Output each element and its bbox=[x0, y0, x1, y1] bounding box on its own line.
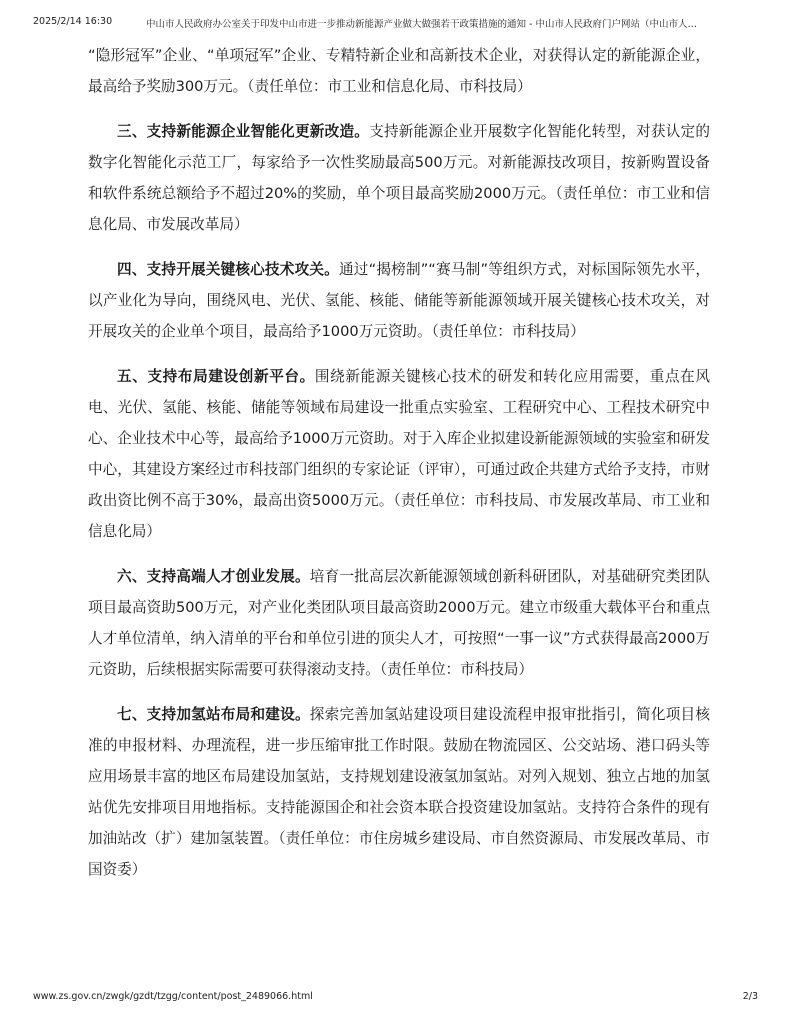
document-body bbox=[88, 40, 710, 885]
page-number: 2/3 bbox=[742, 991, 758, 1002]
section-heading: 五、支持布局建设创新平台。 bbox=[117, 368, 315, 385]
paragraph-section-6 bbox=[88, 561, 710, 685]
paragraph-body: 探索完善加氢站建设项目建设流程申报审批指引，简化项目核准的申报材料、办理流程，进一步压缩审批工作时限。鼓励在物流园区、公交站场、港口码头等应用场景丰富的地区布局建设加氢站，支持规划建设液氢加氢站。对列入规划、独立占地的加氢站优先安排项目用地指标。支持能源国企和社会资本联合投资建设加氢站。支持符合条件的现有加油站改（扩）建加氢装置。（责任单位：市住房城乡建设局、市自然资源局、市发展改革局、市国资委） bbox=[88, 706, 710, 878]
page-title: 中山市人民政府办公室关于印发中山市进一步推动新能源产业做大做强若干政策措施的通知 - 中山市人民政府门户网站（中山市人… bbox=[146, 19, 697, 30]
paragraph-section-4 bbox=[88, 254, 710, 347]
paragraph-body: 支持新能源企业开展数字化智能化转型，对获认定的数字化智能化示范工厂，每家给予一次性奖励最高500万元。对新能源技改项目，按新购置设备和软件系统总额给予不超过20%的奖励，单个项目最高奖励2000万元。（责任单位：市工业和信息化局、市发展改革局） bbox=[88, 123, 710, 233]
paragraph-body: 培育一批高层次新能源领域创新科研团队，对基础研究类团队项目最高资助500万元，对产业化类团队项目最高资助2000万元。建立市级重大载体平台和重点人才单位清单，纳入清单的平台和单位引进的顶尖人才，可按照“一事一议”方式获得最高2000万元资助，后续根据实际需要可获得滚动支持。（责任单位：市科技局） bbox=[88, 568, 710, 678]
paragraph-body: 围绕新能源关键核心技术的研发和转化应用需要，重点在风电、光伏、氢能、核能、储能等领域布局建设一批重点实验室、工程研究中心、工程技术研究中心、企业技术中心等，最高给予1000万元资助。对于入库企业拟建设新能源领域的实验室和研发中心，其建设方案经过市科技部门组织的专家论证（评审），可通过政企共建方式给予支持，市财政出资比例不高于30%，最高出资5000万元。（责任单位：市科技局、市发展改革局、市工业和信息化局） bbox=[88, 368, 710, 540]
page-url: www.zs.gov.cn/zwgk/gzdt/tzgg/content/post_2489066.html bbox=[33, 991, 313, 1002]
section-heading: 三、支持新能源企业智能化更新改造。 bbox=[117, 123, 370, 140]
paragraph-body: 通过“揭榜制”“赛马制”等组织方式，对标国际领先水平，以产业化为导向，围绕风电、光伏、氢能、核能、储能等新能源领域开展关键核心技术攻关，对开展攻关的企业单个项目，最高给予1000万元资助。（责任单位：市科技局） bbox=[88, 261, 710, 340]
section-heading: 六、支持高端人才创业发展。 bbox=[117, 568, 310, 585]
paragraph-section-3 bbox=[88, 116, 710, 240]
print-header bbox=[33, 16, 758, 32]
section-heading: 七、支持加氢站布局和建设。 bbox=[117, 706, 310, 723]
paragraph-body: “隐形冠军”企业、“单项冠军”企业、专精特新企业和高新技术企业，对获得认定的新能源企业，最高给予奖励300万元。（责任单位：市工业和信息化局、市科技局） bbox=[88, 47, 710, 95]
paragraph-section-5 bbox=[88, 361, 710, 547]
print-footer bbox=[33, 991, 758, 1005]
section-heading: 四、支持开展关键核心技术攻关。 bbox=[117, 261, 339, 278]
paragraph-continuation bbox=[88, 40, 710, 102]
paragraph-section-7 bbox=[88, 699, 710, 885]
print-date: 2025/2/14 16:30 bbox=[33, 16, 113, 27]
